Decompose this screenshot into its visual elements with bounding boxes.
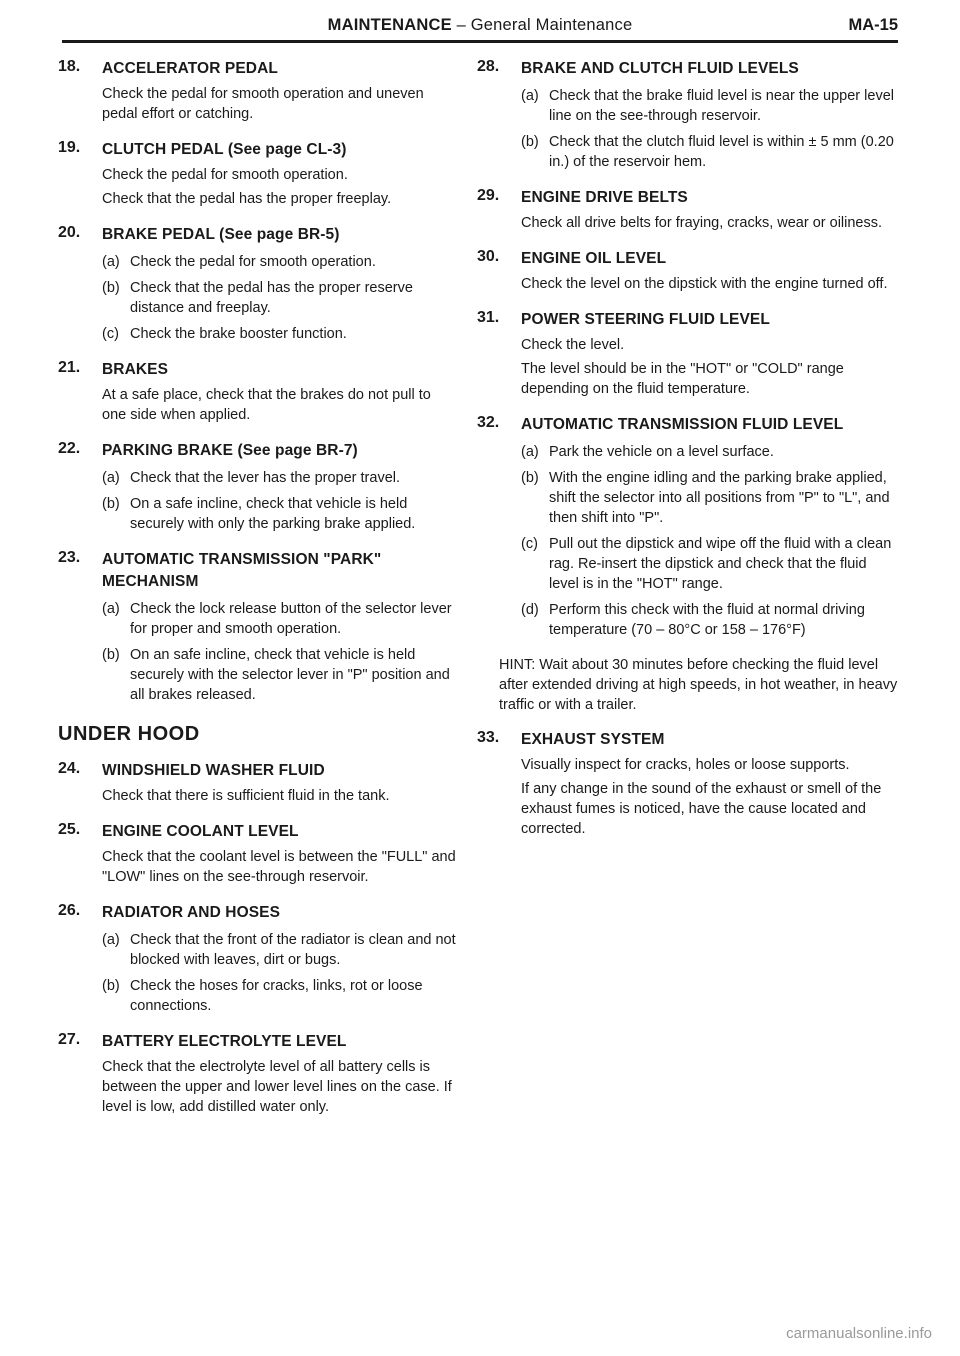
item-title: CLUTCH PEDAL (See page CL-3) [102, 141, 347, 158]
item-22 [58, 440, 458, 534]
item-text: Check the pedal for smooth operation. [102, 167, 348, 183]
item-title: ENGINE OIL LEVEL [521, 250, 667, 267]
item-text: Check all drive belts for fraying, cracks, wear or oiliness. [521, 215, 883, 231]
sub-text: Check that the brake fluid level is near the upper level line on the see-through reservoir. [549, 88, 894, 124]
item-27 [58, 1031, 458, 1117]
item-text: Check that the coolant level is between the "FULL" and "LOW" lines on the see-through reservoir. [102, 849, 456, 885]
header-section: MAINTENANCE [327, 16, 452, 34]
item-20 [58, 224, 458, 344]
item-title: POWER STEERING FLUID LEVEL [521, 311, 770, 328]
sub-label: (b) [521, 134, 539, 150]
sub-step [102, 976, 458, 1016]
sub-text: Park the vehicle on a level surface. [549, 444, 774, 460]
header-subtitle: General Maintenance [470, 16, 633, 34]
item-title: ACCELERATOR PEDAL [102, 60, 278, 77]
sub-text: Perform this check with the fluid at normal driving temperature (70 – 80°C or 158 – 176°F) [549, 602, 865, 638]
item-title: AUTOMATIC TRANSMISSION FLUID LEVEL [521, 416, 844, 433]
item-text: Check that the electrolyte level of all battery cells is between the upper and lower level lines on the case. If level is low, add distilled water only. [102, 1059, 452, 1115]
sub-label: (d) [521, 602, 539, 618]
sub-label: (b) [102, 496, 120, 512]
item-title: RADIATOR AND HOSES [102, 904, 281, 921]
item-19 [58, 139, 458, 209]
sub-label: (c) [102, 326, 119, 342]
sub-label: (a) [102, 932, 120, 948]
header-separator: – [456, 16, 466, 34]
item-number: 29. [477, 187, 500, 204]
sub-step [521, 600, 899, 640]
item-21 [58, 359, 458, 425]
right-column [477, 58, 899, 854]
sub-step [102, 252, 458, 272]
sub-text: On an safe incline, check that vehicle is held securely with the selector lever in "P" position and all brakes released. [130, 647, 450, 703]
watermark-text: carmanualsonline.info [786, 1325, 932, 1342]
item-text: Check the pedal for smooth operation and uneven pedal effort or catching. [102, 86, 424, 122]
item-text: Check that there is sufficient fluid in the tank. [102, 788, 390, 804]
item-title: PARKING BRAKE (See page BR-7) [102, 442, 358, 459]
sub-text: Check that the front of the radiator is clean and not blocked with leaves, dirt or bugs. [130, 932, 456, 968]
sub-step [102, 494, 458, 534]
sub-label: (b) [521, 470, 539, 486]
item-title: WINDSHIELD WASHER FLUID [102, 762, 325, 779]
item-number: 31. [477, 309, 500, 326]
item-33 [477, 729, 899, 839]
sub-step [521, 534, 899, 594]
item-18 [58, 58, 458, 124]
sub-label: (a) [521, 444, 539, 460]
sub-step [521, 442, 899, 462]
sub-label: (a) [102, 470, 120, 486]
sub-text: Check the brake booster function. [130, 326, 347, 342]
sub-label: (b) [102, 647, 120, 663]
sub-label: (b) [102, 978, 120, 994]
sub-step [102, 930, 458, 970]
item-title: ENGINE DRIVE BELTS [521, 189, 688, 206]
sub-text: Check that the lever has the proper travel. [130, 470, 401, 486]
item-title: BATTERY ELECTROLYTE LEVEL [102, 1033, 347, 1050]
item-28 [477, 58, 899, 172]
item-number: 23. [58, 549, 81, 566]
item-23 [58, 549, 458, 705]
sub-text: Check the lock release button of the selector lever for proper and smooth operation. [130, 601, 452, 637]
item-number: 32. [477, 414, 500, 431]
item-title: EXHAUST SYSTEM [521, 731, 665, 748]
sub-step [102, 599, 458, 639]
item-number: 24. [58, 760, 81, 777]
item-number: 26. [58, 902, 81, 919]
sub-label: (a) [102, 601, 120, 617]
item-text: At a safe place, check that the brakes do not pull to one side when applied. [102, 387, 431, 423]
sub-label: (a) [102, 254, 120, 270]
sub-step [102, 324, 458, 344]
sub-text: Check the hoses for cracks, links, rot or loose connections. [130, 978, 423, 1014]
sub-text: Check that the clutch fluid level is within ± 5 mm (0.20 in.) of the reservoir hem. [549, 134, 894, 170]
item-number: 30. [477, 248, 500, 265]
item-number: 20. [58, 224, 81, 241]
header-title [62, 16, 898, 35]
item-number: 25. [58, 821, 81, 838]
item-text: Check the level. [521, 337, 625, 353]
sub-text: On a safe incline, check that vehicle is held securely with only the parking brake applied. [130, 496, 416, 532]
item-title: BRAKE PEDAL (See page BR-5) [102, 226, 340, 243]
item-title: BRAKE AND CLUTCH FLUID LEVELS [521, 60, 799, 77]
sub-step [521, 132, 899, 172]
item-24 [58, 760, 458, 806]
item-26 [58, 902, 458, 1016]
sub-label: (a) [521, 88, 539, 104]
item-number: 19. [58, 139, 81, 156]
item-number: 28. [477, 58, 500, 75]
item-30 [477, 248, 899, 294]
page-header [62, 14, 898, 42]
hint-note: HINT: Wait about 30 minutes before checking the fluid level after extended driving at high speeds, in hot weather, in heavy traffic or with a trailer. [499, 657, 898, 713]
sub-text: Pull out the dipstick and wipe off the fluid with a clean rag. Re-insert the dipstick and check that the fluid level is in the "HOT" range. [549, 536, 892, 592]
sub-text: With the engine idling and the parking brake applied, shift the selector into all positions from "P" to "L", and then shift into "P". [549, 470, 890, 526]
item-text: Check the level on the dipstick with the engine turned off. [521, 276, 888, 292]
sub-step [521, 86, 899, 126]
left-column [58, 58, 458, 1132]
sub-step [102, 645, 458, 705]
item-text: Check that the pedal has the proper freeplay. [102, 191, 392, 207]
sub-step [521, 468, 899, 528]
item-text: If any change in the sound of the exhaust or smell of the exhaust fumes is noticed, have the cause located and corrected. [521, 781, 882, 837]
sub-text: Check that the pedal has the proper reserve distance and freeplay. [130, 280, 413, 316]
item-number: 33. [477, 729, 500, 746]
sub-text: Check the pedal for smooth operation. [130, 254, 376, 270]
sub-step [102, 468, 458, 488]
sub-step [102, 278, 458, 318]
item-text: The level should be in the "HOT" or "COLD" range depending on the fluid temperature. [521, 361, 844, 397]
section-heading: UNDER HOOD [58, 723, 200, 745]
item-29 [477, 187, 899, 233]
item-32 [477, 414, 899, 640]
item-title: BRAKES [102, 361, 169, 378]
item-number: 22. [58, 440, 81, 457]
item-number: 21. [58, 359, 81, 376]
item-31 [477, 309, 899, 399]
header-rule [62, 40, 898, 43]
item-title: AUTOMATIC TRANSMISSION "PARK" MECHANISM [102, 551, 382, 590]
sub-label: (b) [102, 280, 120, 296]
item-25 [58, 821, 458, 887]
sub-label: (c) [521, 536, 538, 552]
item-number: 18. [58, 58, 81, 75]
item-number: 27. [58, 1031, 81, 1048]
page-number: MA-15 [848, 16, 898, 34]
item-title: ENGINE COOLANT LEVEL [102, 823, 299, 840]
item-text: Visually inspect for cracks, holes or loose supports. [521, 757, 850, 773]
